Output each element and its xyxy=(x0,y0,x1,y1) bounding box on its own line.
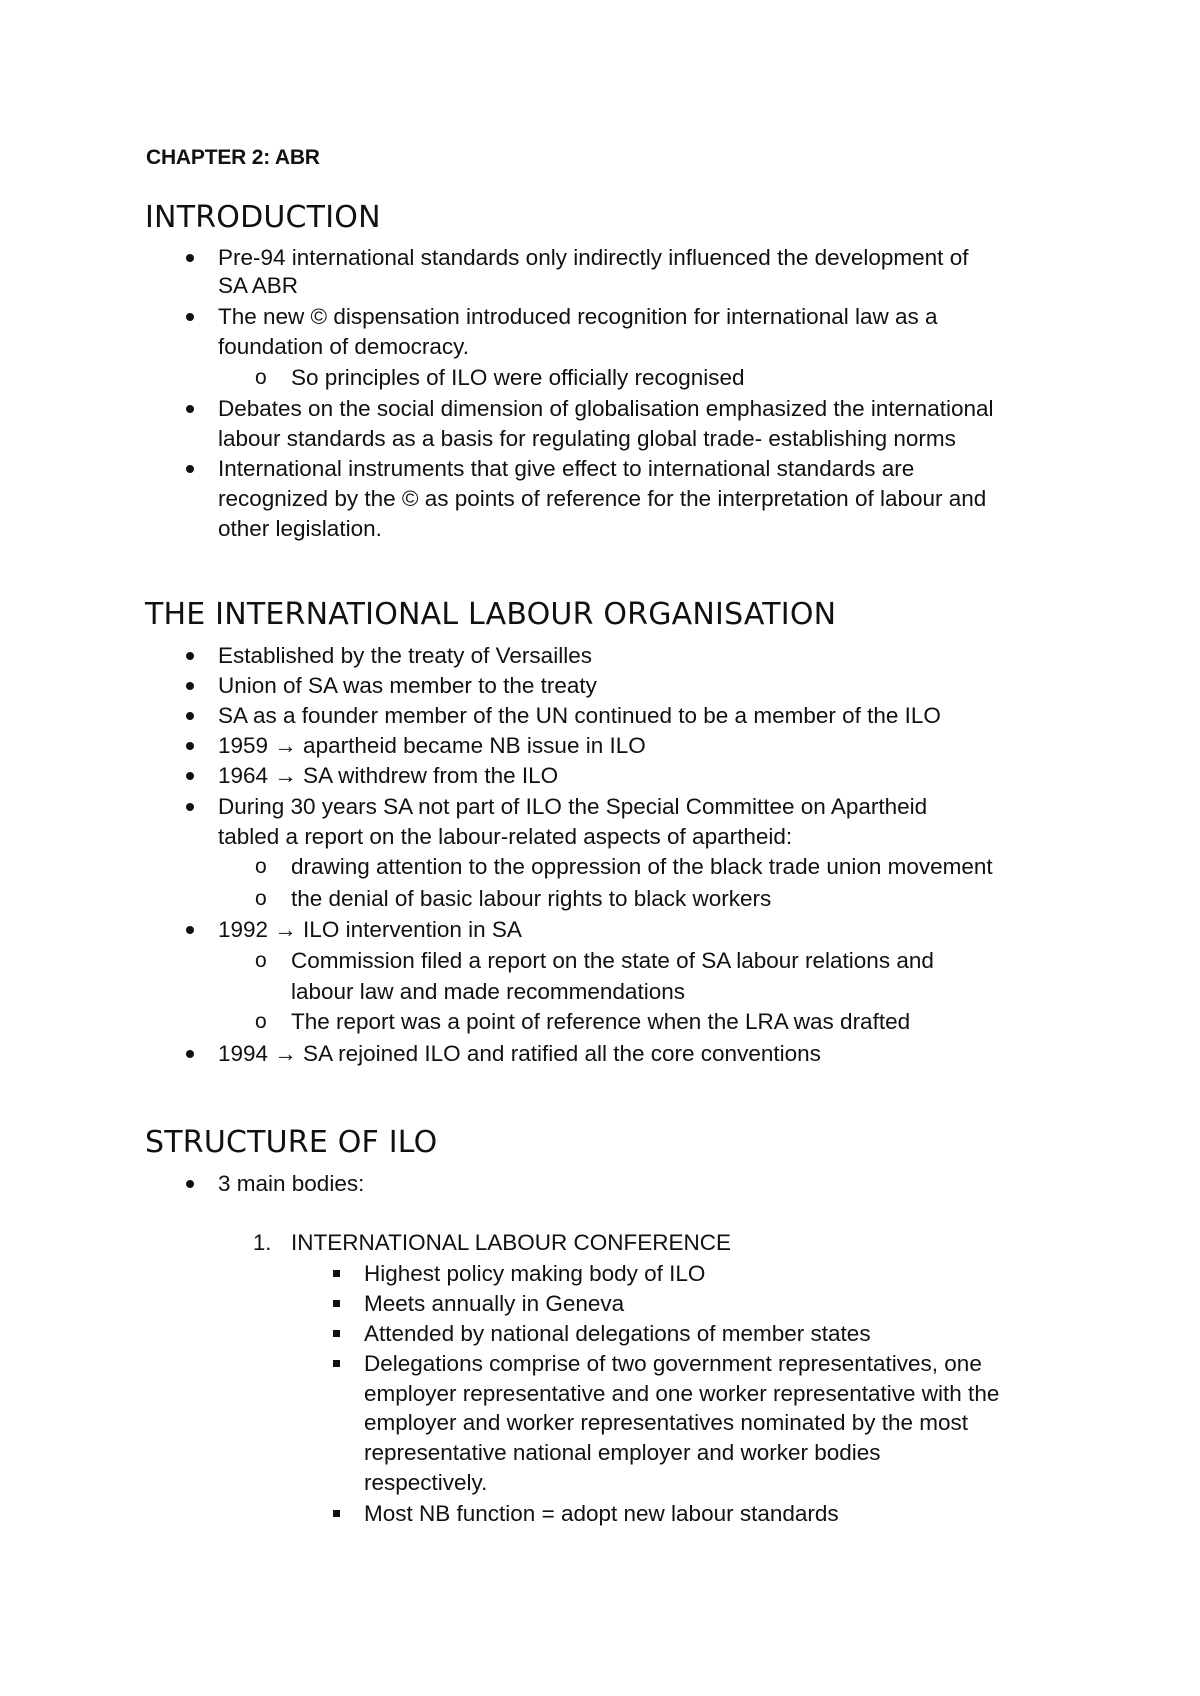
square-bullet-icon xyxy=(333,1270,340,1277)
list-item: 1959 → apartheid became NB issue in ILO xyxy=(218,733,646,758)
bullet-icon xyxy=(186,254,194,262)
list-item: International instruments that give effect to international standards are xyxy=(218,456,915,481)
sub-list-item-continued: labour law and made recommendations xyxy=(291,979,685,1004)
list-item-continued: respectively. xyxy=(364,1470,488,1495)
list-item-continued: employer and worker representatives nominated by the most xyxy=(364,1410,969,1435)
sub-bullet-marker: o xyxy=(255,887,267,910)
section-heading-introduction: INTRODUCTION xyxy=(145,200,381,235)
list-item-continued: foundation of democracy. xyxy=(218,334,469,359)
list-number: 1. xyxy=(253,1230,272,1255)
list-item: 1964 → SA withdrew from the ILO xyxy=(218,763,559,788)
list-item: Established by the treaty of Versailles xyxy=(218,643,592,668)
list-item-continued: representative national employer and worker bodies xyxy=(364,1440,881,1465)
section-heading-structure: STRUCTURE OF ILO xyxy=(145,1125,438,1160)
numbered-list-item: INTERNATIONAL LABOUR CONFERENCE xyxy=(291,1230,732,1255)
sub-bullet-marker: o xyxy=(255,949,267,972)
list-item: SA as a founder member of the UN continued to be a member of the ILO xyxy=(218,703,941,728)
bullet-icon xyxy=(186,926,194,934)
list-item-continued: recognized by the © as points of reference for the interpretation of labour and xyxy=(218,486,987,511)
list-item: Union of SA was member to the treaty xyxy=(218,673,597,698)
list-item-continued: labour standards as a basis for regulating global trade- establishing norms xyxy=(218,426,956,451)
bullet-icon xyxy=(186,803,194,811)
list-item-continued: tabled a report on the labour-related aspects of apartheid: xyxy=(218,824,793,849)
list-item: 1994 → SA rejoined ILO and ratified all the core conventions xyxy=(218,1041,821,1066)
bullet-icon xyxy=(186,712,194,720)
square-bullet-icon xyxy=(333,1330,340,1337)
square-bullet-icon xyxy=(333,1360,340,1367)
sub-list-item: The report was a point of reference when the LRA was drafted xyxy=(291,1009,911,1034)
list-item: Most NB function = adopt new labour standards xyxy=(364,1501,839,1526)
list-item: During 30 years SA not part of ILO the Special Committee on Apartheid xyxy=(218,794,928,819)
bullet-icon xyxy=(186,742,194,750)
sub-list-item: Commission filed a report on the state of SA labour relations and xyxy=(291,948,934,973)
square-bullet-icon xyxy=(333,1300,340,1307)
list-item: Delegations comprise of two government representatives, one xyxy=(364,1351,982,1376)
sub-bullet-marker: o xyxy=(255,366,267,389)
bullet-icon xyxy=(186,1180,194,1188)
sub-bullet-marker: o xyxy=(255,1010,267,1033)
list-item: Attended by national delegations of member states xyxy=(364,1321,871,1346)
bullet-icon xyxy=(186,465,194,473)
sub-list-item: the denial of basic labour rights to black workers xyxy=(291,886,772,911)
bullet-icon xyxy=(186,313,194,321)
list-item: Highest policy making body of ILO xyxy=(364,1261,706,1286)
list-item: Pre-94 international standards only indirectly influenced the development of xyxy=(218,245,969,270)
bullet-icon xyxy=(186,772,194,780)
list-item-continued: other legislation. xyxy=(218,516,382,541)
list-item: 3 main bodies: xyxy=(218,1171,365,1196)
bullet-icon xyxy=(186,652,194,660)
list-item: 1992 → ILO intervention in SA xyxy=(218,917,522,942)
section-heading-ilo: THE INTERNATIONAL LABOUR ORGANISATION xyxy=(145,597,837,632)
list-item-continued: employer representative and one worker representative with the xyxy=(364,1381,1000,1406)
sub-list-item: drawing attention to the oppression of the black trade union movement xyxy=(291,854,993,879)
bullet-icon xyxy=(186,1050,194,1058)
list-item: Debates on the social dimension of globalisation emphasized the international xyxy=(218,396,994,421)
bullet-icon xyxy=(186,405,194,413)
list-item: The new © dispensation introduced recognition for international law as a xyxy=(218,304,938,329)
list-item: Meets annually in Geneva xyxy=(364,1291,625,1316)
list-item-continued: SA ABR xyxy=(218,273,299,298)
square-bullet-icon xyxy=(333,1510,340,1517)
sub-bullet-marker: o xyxy=(255,855,267,878)
sub-list-item: So principles of ILO were officially recognised xyxy=(291,365,745,390)
chapter-title: CHAPTER 2: ABR xyxy=(146,146,320,169)
bullet-icon xyxy=(186,682,194,690)
